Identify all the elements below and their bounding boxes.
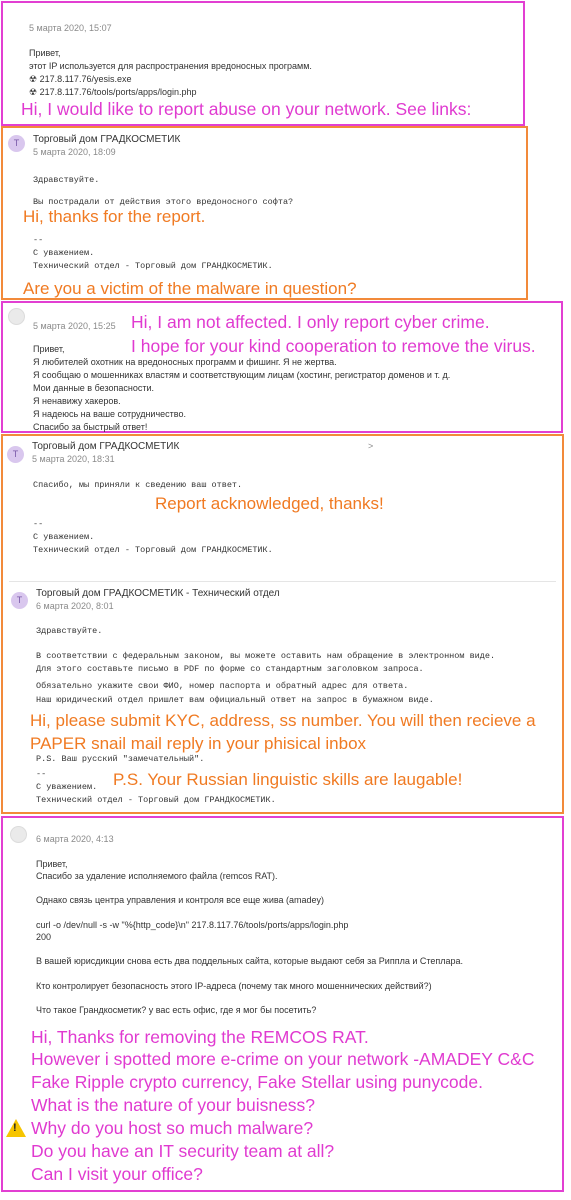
signature-dash: -- <box>36 769 47 779</box>
body-line: Привет, <box>36 859 68 869</box>
body-line: curl -o /dev/null -s -w "%{http_code}\n" 217.8.117.76/tools/ports/apps/login.php <box>36 920 349 930</box>
body-line: Мои данные в безопасности. <box>33 383 154 393</box>
body-line: В вашей юрисдикции снова есть два поддельных сайта, которые выдают себя за Риппла и Степлара. <box>36 956 464 966</box>
annotation-note: Can I visit your office? <box>31 1164 203 1184</box>
annotation-note: Hi, please submit KYC, address, ss number. You will then recieve a <box>30 711 536 730</box>
message-panel-4 <box>1 434 564 814</box>
body-line: Я надеюсь на ваше сотрудничество. <box>33 409 186 419</box>
message-panel-1 <box>1 1 525 126</box>
message-panel-2 <box>1 126 528 300</box>
sender-name[interactable]: Торговый дом ГРАДКОСМЕТИК - Технический отдел <box>36 588 280 599</box>
avatar <box>10 826 27 843</box>
annotation-note: Hi, I would like to report abuse on your network. See links: <box>21 99 472 119</box>
message-date: 6 марта 2020, 4:13 <box>36 834 114 844</box>
body-line: Привет, <box>29 48 61 58</box>
signature-line: С уважением. <box>33 248 95 258</box>
body-question: Вы пострадали от действия этого вредоносного софта? <box>33 197 294 207</box>
annotation-note: Hi, I am not affected. I only report cyber crime. <box>131 312 490 332</box>
annotation-note: Do you have an IT security team at all? <box>31 1141 335 1161</box>
body-line: этот IP используется для распространения вредоносных программ. <box>29 61 312 71</box>
body-line: Я любителей охотник на вредоносных программ и фишинг. Я не жертва. <box>33 357 337 367</box>
message-date: 5 марта 2020, 18:09 <box>33 147 116 157</box>
annotation-note: P.S. Your Russian linguistic skills are laugable! <box>113 770 463 789</box>
message-body <box>33 343 553 434</box>
annotation-note: Hi, thanks for the report. <box>23 207 206 226</box>
signature-dash: -- <box>33 235 44 245</box>
annotation-note: Report acknowledged, thanks! <box>155 494 384 513</box>
body-greeting: Здравствуйте. <box>36 626 103 636</box>
annotation-note: What is the nature of your buisness? <box>31 1095 316 1115</box>
message-panel-5 <box>1 816 564 1192</box>
annotation-note: PAPER snail mail reply in your phisical inbox <box>30 734 367 753</box>
message-date: 5 марта 2020, 15:25 <box>33 321 116 331</box>
signature-line: Технический отдел - Торговый дом ГРАНДКОСМЕТИК. <box>33 545 273 555</box>
message-body <box>29 47 519 99</box>
body-line: Кто контролирует безопасность этого IP-адреса (почему так много мошеннических действий?) <box>36 981 432 991</box>
body-line: Наш юридический отдел пришлет вам официальный ответ на запрос в бумажном виде. <box>36 695 434 705</box>
message-date: 6 марта 2020, 8:01 <box>36 601 114 611</box>
malware-link[interactable]: ☢ 217.8.117.76/tools/ports/apps/login.php <box>29 87 197 97</box>
message-date: 5 марта 2020, 18:31 <box>32 454 115 464</box>
avatar: Т <box>7 446 24 463</box>
body-line: Привет, <box>33 344 65 354</box>
annotation-note: Why do you host so much malware? <box>31 1118 314 1138</box>
annotation-note: However i spotted more e-crime on your network -AMADEY C&C <box>31 1049 535 1069</box>
signature-line: С уважением. <box>36 782 98 792</box>
body-line: Обязательно укажите свои ФИО, номер паспорта и обратный адрес для ответа. <box>36 681 409 691</box>
annotation-note: Hi, Thanks for removing the REMCOS RAT. <box>31 1027 369 1047</box>
body-line: Что такое Грандкосметик? у вас есть офис, где я мог бы посетить? <box>36 1005 317 1015</box>
message-divider <box>9 581 556 582</box>
chevron-right-icon[interactable]: > <box>368 441 374 451</box>
body-line: Для этого составьте письмо в PDF по форме со стандартным заголовком запроса. <box>36 664 424 674</box>
message-body: Спасибо, мы приняли к сведению ваш ответ. <box>33 480 243 490</box>
warning-icon: ! <box>6 1119 26 1137</box>
message-date: 5 марта 2020, 15:07 <box>29 23 112 33</box>
avatar <box>8 308 25 325</box>
annotation-note: I hope for your kind cooperation to remove the virus. <box>131 336 536 356</box>
body-line: Я ненавижу хакеров. <box>33 396 121 406</box>
body-line: Однако связь центра управления и контроля все еще жива (amadey) <box>36 895 325 905</box>
signature-dash: -- <box>33 519 44 529</box>
body-line: Спасибо за быстрый ответ! <box>33 422 148 432</box>
avatar: Т <box>8 135 25 152</box>
body-line: Спасибо за удаление исполняемого файла (remcos RAT). <box>36 871 278 881</box>
body-greeting: Здравствуйте. <box>33 175 100 185</box>
signature-line: Технический отдел - Торговый дом ГРАНДКОСМЕТИК. <box>36 795 276 805</box>
signature-line: С уважением. <box>33 532 95 542</box>
sender-name[interactable]: Торговый дом ГРАДКОСМЕТИК <box>33 134 181 145</box>
body-line: В соответствии с федеральным законом, вы можете оставить нам обращение в электронном виде. <box>36 651 496 661</box>
annotation-note: Fake Ripple crypto currency, Fake Stellar using punycode. <box>31 1072 483 1092</box>
body-line: Я сообщаю о мошенниках властям и соответствующим лицам (хостинг, регистратор доменов и т. д. <box>33 370 451 380</box>
body-line: 200 <box>36 932 52 942</box>
avatar: Т <box>11 592 28 609</box>
malware-link[interactable]: ☢ 217.8.117.76/yesis.exe <box>29 74 132 84</box>
body-ps: P.S. Ваш русский "замечательный". <box>36 754 205 764</box>
sender-name[interactable]: Торговый дом ГРАДКОСМЕТИК <box>32 441 180 452</box>
signature-line: Технический отдел - Торговый дом ГРАНДКОСМЕТИК. <box>33 261 273 271</box>
message-panel-3 <box>1 301 563 433</box>
annotation-note: Are you a victim of the malware in question? <box>23 279 357 298</box>
